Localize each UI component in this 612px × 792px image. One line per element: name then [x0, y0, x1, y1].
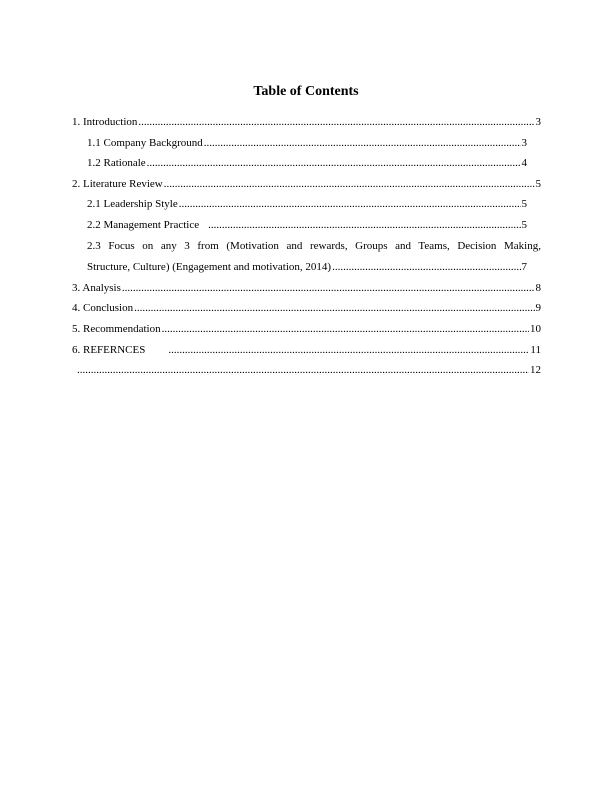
toc-entry-focus[interactable] — [87, 239, 541, 253]
dot-leader — [147, 156, 521, 170]
toc-entry-page: 7 — [521, 261, 527, 273]
toc-entry-literature-review[interactable] — [72, 177, 541, 191]
toc-entry-label: 2. Literature Review — [72, 178, 163, 190]
dot-leader — [332, 260, 520, 274]
dot-leader — [77, 363, 529, 377]
toc-entry-leadership-style[interactable] — [87, 197, 527, 211]
dot-leader — [164, 177, 535, 191]
dot-leader — [138, 115, 534, 129]
toc-entry-introduction[interactable] — [72, 115, 541, 129]
toc-entry-label: 1.1 Company Background — [87, 137, 203, 149]
toc-entry-company-background[interactable] — [87, 136, 527, 150]
toc-entry-page: 8 — [535, 282, 541, 294]
toc-entry-page: 12 — [530, 364, 541, 376]
dot-leader — [134, 301, 534, 315]
toc-entry-page: 5 — [535, 178, 541, 190]
toc-entry-label: 1.2 Rationale — [87, 157, 146, 169]
toc-entry-references[interactable] — [72, 343, 541, 357]
toc-entry-label-line2: Structure, Culture) (Engagement and motivation, 2014) — [87, 261, 332, 273]
toc-entry-label: 4. Conclusion — [72, 302, 134, 314]
toc-entry-label-line1: 2.3 Focus on any 3 from (Motivation and rewards, Groups and Teams, Decision Making, — [87, 240, 541, 252]
toc-entry-label: 2.1 Leadership Style — [87, 198, 178, 210]
toc-entry-label: 5. Recommendation — [72, 323, 161, 335]
toc-entry-page: 10 — [530, 323, 541, 335]
toc-entry-management-practice[interactable] — [87, 218, 527, 232]
toc-entry-page: 3 — [521, 137, 527, 149]
toc-entry-label: 1. Introduction — [72, 116, 138, 128]
toc-entry-page: 9 — [535, 302, 541, 314]
toc-entry-page: 4 — [521, 157, 527, 169]
toc-entry-conclusion[interactable] — [72, 301, 541, 315]
toc-entry-focus-continuation[interactable] — [87, 260, 527, 274]
dot-leader — [204, 136, 521, 150]
toc-entry-page: 5 — [521, 219, 527, 231]
toc-title: Table of Contents — [253, 84, 359, 99]
toc-entry-unlabeled[interactable] — [76, 363, 541, 377]
toc-entry-recommendation[interactable] — [72, 322, 541, 336]
dot-leader — [122, 281, 535, 295]
toc-entry-rationale[interactable] — [87, 156, 527, 170]
toc-entry-label: 2.2 Management Practice — [87, 219, 200, 231]
dot-leader — [168, 343, 529, 357]
toc-entry-page: 3 — [535, 116, 541, 128]
dot-leader — [162, 322, 529, 336]
toc-entry-label: 3. Analysis — [72, 282, 121, 294]
dot-leader — [179, 197, 521, 211]
toc-entry-label: 6. REFERNCES — [72, 344, 146, 356]
toc-entry-page: 5 — [521, 198, 527, 210]
dot-leader — [208, 218, 520, 232]
toc-entry-page: 11 — [530, 344, 541, 356]
toc-entry-analysis[interactable] — [72, 281, 541, 295]
